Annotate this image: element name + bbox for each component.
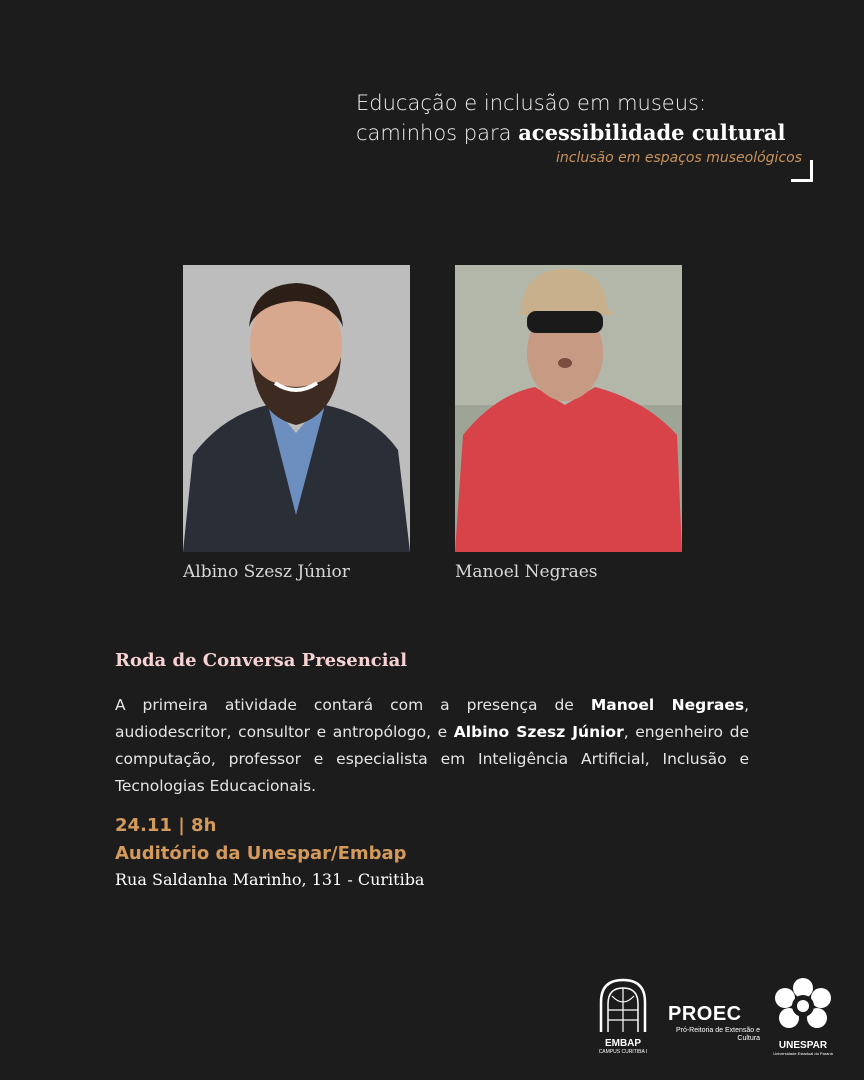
- unespar-logo: [768, 978, 838, 1056]
- embap-logo: [594, 978, 652, 1055]
- proec-logo-name: PROEC: [668, 1003, 742, 1025]
- speaker-photo-manoel: [455, 265, 682, 552]
- proec-logo: [668, 1004, 760, 1043]
- event-header: [356, 88, 816, 166]
- description-text: , engenheiro de computação, professor e especialista em Inteligência Artificial, Inclusão e Tecnologias Educacionais.: [115, 723, 749, 795]
- speaker-photo-albino: [183, 265, 410, 552]
- unespar-flower-icon: [773, 978, 833, 1034]
- header-subtitle: inclusão em espaços museológicos: [556, 150, 802, 166]
- description-bold-name: Albino Szesz Júnior: [453, 723, 624, 741]
- description-text: , audiodescritor, consultor e antropólogo, e: [115, 696, 749, 741]
- section-title: Roda de Conversa Presencial: [115, 650, 408, 671]
- header-title-bold: acessibilidade cultural: [518, 120, 786, 145]
- speaker-name-manoel: Manoel Negraes: [455, 562, 598, 582]
- description-bold-name: Manoel Negraes: [590, 696, 745, 714]
- unespar-logo-name: UNESPAR: [778, 1040, 828, 1051]
- header-title-line2: [356, 118, 816, 148]
- speaker-name-albino: Albino Szesz Júnior: [183, 562, 350, 582]
- event-date-time: 24.11 | 8h: [115, 815, 217, 836]
- embap-arch-icon: [597, 978, 649, 1032]
- header-title-line1: Educação e inclusão em museus:: [356, 91, 707, 115]
- event-description: [115, 692, 749, 800]
- embap-logo-caption: CAMPUS CURITIBA I: [598, 1049, 648, 1055]
- event-venue: Auditório da Unespar/Embap: [115, 843, 407, 864]
- portrait-illustration: [183, 265, 410, 552]
- unespar-logo-caption: Universidade Estadual do Paraná: [773, 1051, 833, 1056]
- corner-bracket-decoration: [791, 160, 813, 182]
- event-address: Rua Saldanha Marinho, 131 - Curitiba: [115, 870, 425, 889]
- description-text: A primeira atividade contará com a presença de: [115, 696, 574, 714]
- embap-logo-name: EMBAP: [604, 1038, 642, 1049]
- proec-logo-caption: Pró-Reitoria de Extensão e Cultura: [675, 1027, 760, 1042]
- portrait-illustration: [455, 265, 682, 552]
- header-title-regular: caminhos para: [356, 121, 512, 145]
